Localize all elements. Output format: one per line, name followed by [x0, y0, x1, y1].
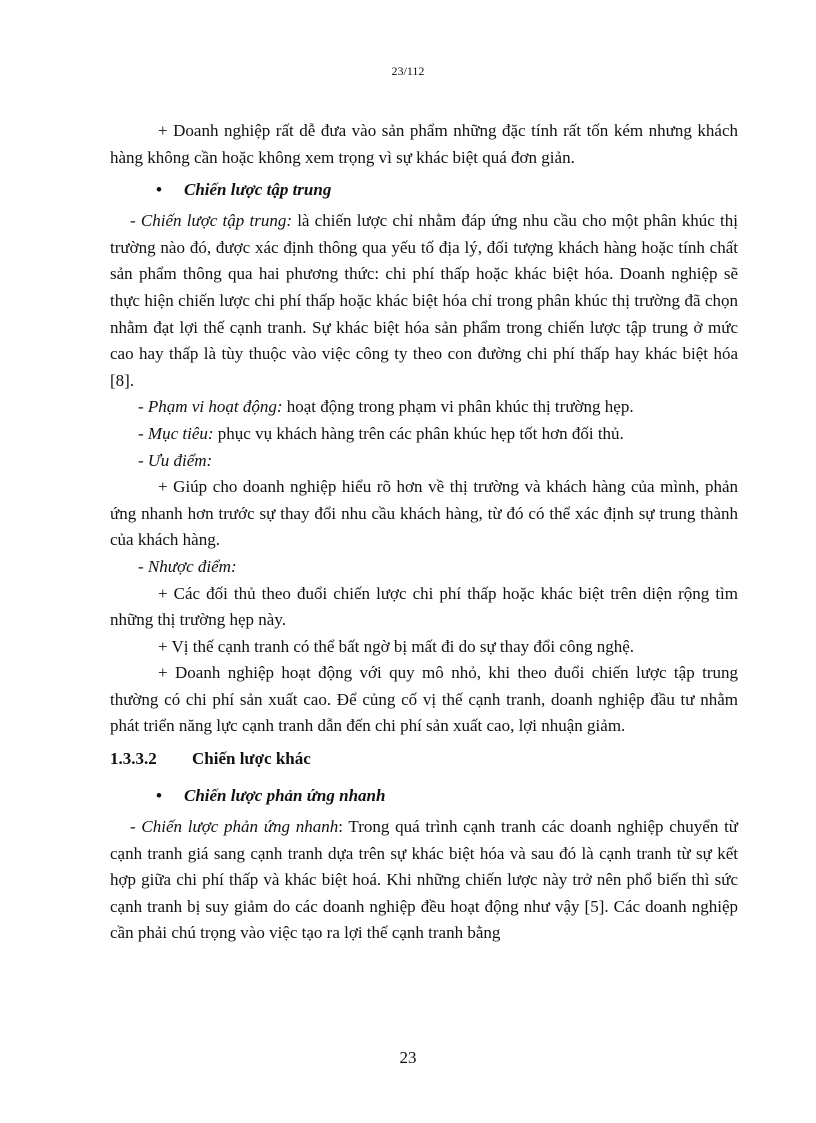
quick-label: Chiến lược phản ứng nhanh: [141, 817, 339, 837]
dash-icon: -: [138, 397, 148, 417]
bullet-icon: •: [156, 786, 162, 806]
paragraph-focus-definition: [110, 208, 738, 394]
heading-focus-strategy: [110, 171, 738, 208]
document-body: [110, 118, 738, 947]
pros-label: Ưu điểm:: [147, 450, 213, 470]
dash-icon: -: [130, 817, 142, 837]
paragraph-cons-2: + Vị thế cạnh tranh có thể bất ngờ bị mất đi do sự thay đổi công nghệ.: [158, 636, 634, 656]
section-title: Chiến lược khác: [192, 749, 311, 769]
dash-icon: -: [138, 556, 148, 576]
goal-label: Mục tiêu:: [147, 423, 214, 443]
paragraph-cons-label: [110, 554, 738, 581]
paragraph-quick-response: [110, 814, 738, 947]
goal-text: phục vụ khách hàng trên các phân khúc hẹp tốt hơn đối thủ.: [213, 423, 624, 443]
heading-quick-response: [110, 777, 738, 814]
focus-def-text: là chiến lược chỉ nhằm đáp ứng nhu cầu cho một phân khúc thị trường nào đó, được xác định thông qua yếu tố địa lý, đối tượng khách hàng hoặc tính chất sản phẩm thông qua hai phương thức: chi phí thấp hoặc khác biệt hóa. Doanh nghiệp sẽ thực hiện chiến lược chi phí thấp hoặc khác biệt hóa chỉ trong phân khúc thị trường đã chọn nhằm đạt lợi thế cạnh tranh. Sự khác biệt hóa sản phẩm trong chiến lược tập trung ở mức cao hay thấp là tùy thuộc vào việc công ty theo con đường chi phí thấp hay khác biệt hóa [8].: [110, 211, 738, 390]
scope-text: hoạt động trong phạm vi phân khúc thị trường hẹp.: [282, 397, 634, 417]
paragraph-cons-3: + Doanh nghiệp hoạt động với quy mô nhỏ, khi theo đuổi chiến lược tập trung thường có chi phí sản xuất cao. Để củng cố vị thế cạnh tranh, doanh nghiệp đầu tư nhằm phát triển năng lực cạnh tranh dẫn đến chi phí sản xuất cao, lợi nhuận giảm.: [110, 663, 738, 736]
section-number: 1.3.3.2: [110, 749, 157, 769]
page-number: 23: [399, 1048, 417, 1067]
focus-def-label: Chiến lược tập trung:: [140, 211, 292, 231]
dash-icon: -: [138, 450, 148, 470]
dash-icon: -: [130, 211, 141, 231]
quick-text: : Trong quá trình cạnh tranh các doanh nghiệp chuyển từ cạnh tranh giá sang cạnh tranh dựa trên sự khác biệt hóa và sau đó là cạnh tranh từ sự kết hợp giữa chi phí thấp và khác biệt hoá. Khi những chiến lược này trở nên phổ biến thì sức cạnh tranh bị suy giảm do các doanh nghiệp đều hoạt động như vậy [5]. Các doanh nghiệp cần phải chú trọng vào việc tạo ra lợi thế cạnh tranh bằng: [110, 817, 739, 943]
paragraph-goal: [110, 421, 738, 448]
paragraph-scope: [110, 394, 738, 421]
heading-quick-label: Chiến lược phản ứng nhanh: [184, 786, 386, 806]
scope-label: Phạm vi hoạt động:: [147, 397, 283, 417]
section-heading-other-strategies: [110, 740, 738, 777]
heading-focus-label: Chiến lược tập trung: [184, 180, 332, 200]
paragraph-pros-label: [110, 448, 738, 475]
paragraph-pros-1: + Giúp cho doanh nghiệp hiểu rõ hơn về thị trường và khách hàng của mình, phản ứng nhanh hơn trước sự thay đổi nhu cầu khách hàng, từ đó có thể xác định sự trung thành của khách hàng.: [110, 477, 738, 550]
cons-label: Nhược điểm:: [147, 556, 237, 576]
paragraph-differentiation-con: + Doanh nghiệp rất dễ đưa vào sản phẩm những đặc tính rất tốn kém nhưng khách hàng không cần hoặc không xem trọng vì sự khác biệt quá đơn giản.: [110, 121, 738, 167]
dash-icon: -: [138, 423, 148, 443]
bullet-icon: •: [156, 180, 162, 200]
paragraph-cons-1: + Các đối thủ theo đuổi chiến lược chi phí thấp hoặc khác biệt trên diện rộng tìm những thị trường hẹp này.: [110, 583, 738, 630]
page-header-ref: 23/112: [391, 64, 425, 78]
